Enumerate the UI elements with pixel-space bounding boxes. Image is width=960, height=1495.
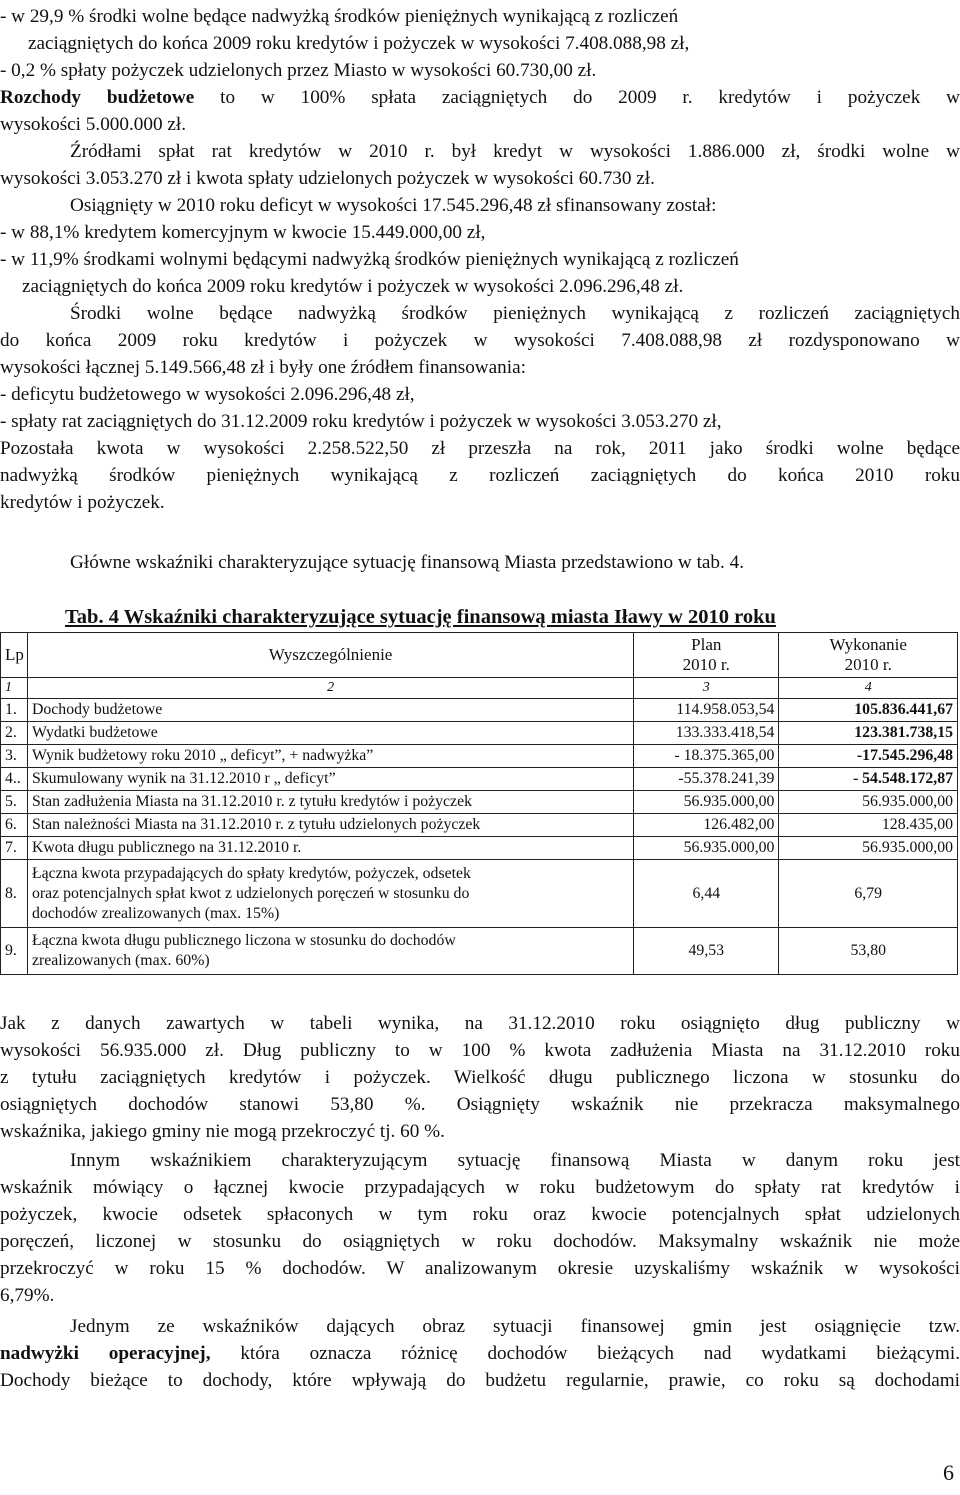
row-lp: 7. <box>1 837 28 860</box>
table-row <box>1 814 958 837</box>
table-row <box>1 722 958 745</box>
row-lp: 5. <box>1 791 28 814</box>
text-line: wysokości 3.053.270 zł i kwota spłaty udzielonych pożyczek w wysokości 60.730 zł. <box>0 168 655 189</box>
row-wykonanie: 56.935.000,00 <box>779 837 958 860</box>
row-plan: 49,53 <box>634 928 779 975</box>
rozchody-line <box>0 85 960 111</box>
text-line: - 0,2 % spłaty pożyczek udzielonych przez Miasto w wysokości 60.730,00 zł. <box>0 60 597 81</box>
row-wykonanie: 6,79 <box>779 860 958 928</box>
header-plan <box>634 633 779 678</box>
text-line: - w 88,1% kredytem komercyjnym w kwocie 15.449.000,00 zł, <box>0 222 486 243</box>
text-line: nadwyżką środków pieniężnych wynikającą z rozliczeń zaciągniętych do końca 2010 roku <box>0 465 960 486</box>
row-wykonanie: 128.435,00 <box>779 814 958 837</box>
text-line: Pozostała kwota w wysokości 2.258.522,50 zł przeszła na rok, 2011 jako środki wolne będące <box>0 438 960 459</box>
row-name-line: dochodów zrealizowanych (max. 15%) <box>31 904 280 922</box>
row-wykonanie: - 54.548.172,87 <box>779 768 958 791</box>
header-name: Wyszczególnienie <box>27 633 633 678</box>
text-line: Środki wolne będące nadwyżką środków pieniężnych wynikającą z rozliczeń zaciągniętych <box>70 303 960 324</box>
text-line: przekroczyć w roku 15 % dochodów. W analizowanym okresie uzyskaliśmy wskaźnik w wysokości <box>0 1258 960 1279</box>
row-plan: 114.958.053,54 <box>634 699 779 722</box>
table-row <box>1 791 958 814</box>
table-header-row <box>1 633 958 678</box>
nadwyzka-term: nadwyżki operacyjnej, <box>0 1343 211 1364</box>
text-line: pożyczek, kwocie odsetek spłaconych w tym roku oraz kwocie potencjalnych spłat udzielonych <box>0 1204 960 1225</box>
text-line: Jednym ze wskaźników dających obraz sytuacji finansowej gmin jest osiągnięcie tzw. <box>70 1316 960 1337</box>
header-plan-line1: Plan <box>691 635 722 654</box>
text-line: zaciągniętych do końca 2009 roku kredytów i pożyczek w wysokości 7.408.088,98 zł, <box>28 33 690 54</box>
row-wykonanie: -17.545.296,48 <box>779 745 958 768</box>
table-intro: Główne wskaźniki charakteryzujące sytuację finansową Miasta przedstawiono w tab. 4. <box>70 552 744 573</box>
text-line: Jak z danych zawartych w tabeli wynika, na 31.12.2010 roku osiągnięto dług publiczny w <box>0 1013 960 1034</box>
text-line: wysokości 56.935.000 zł. Dług publiczny to w 100 % kwota zadłużenia Miasta na 31.12.2010 roku <box>0 1040 960 1061</box>
text-line: Osiągnięty w 2010 roku deficyt w wysokości 17.545.296,48 zł sfinansowany został: <box>70 195 717 216</box>
header-wyk-line2: 2010 r. <box>844 655 892 674</box>
text-line: - deficytu budżetowego w wysokości 2.096.296,48 zł, <box>0 384 415 405</box>
row-name-line: Łączna kwota długu publicznego liczona w stosunku do dochodów <box>31 932 456 949</box>
text-line <box>0 1341 960 1367</box>
text-line: wskaźnika, jakiego gminy nie mogą przekroczyć tj. 60 %. <box>0 1121 445 1142</box>
table-row <box>1 699 958 722</box>
text-span: która oznacza różnicę dochodów bieżących nad wydatkami bieżącymi. <box>240 1343 960 1364</box>
table-colnum-row <box>1 678 958 699</box>
text-line: 6,79%. <box>0 1285 55 1306</box>
text-line: poręczeń, liczonej w stosunku do osiągniętych w roku dochodów. Maksymalny wskaźnik nie może <box>0 1231 960 1252</box>
colnum-cell: 2 <box>27 678 633 699</box>
text-line: - w 29,9 % środki wolne będące nadwyżką środków pieniężnych wynikającą z rozliczeń <box>0 6 679 27</box>
header-lp: Lp <box>1 633 28 678</box>
row-lp: 8. <box>1 860 28 928</box>
row-lp: 4.. <box>1 768 28 791</box>
text-line: wysokości 5.000.000 zł. <box>0 114 187 135</box>
text-line: osiągniętych dochodów stanowi 53,80 %. Osiągnięty wskaźnik nie przekracza maksymalnego <box>0 1094 960 1115</box>
row-name <box>27 860 633 928</box>
text-line: z tytułu zaciągniętych kredytów i pożyczek. Wielkość długu publicznego liczona w stosunku do <box>0 1067 960 1088</box>
row-plan: 126.482,00 <box>634 814 779 837</box>
row-name: Stan należności Miasta na 31.12.2010 r. z tytułu udzielonych pożyczek <box>27 814 633 837</box>
row-plan: 133.333.418,54 <box>634 722 779 745</box>
row-lp: 1. <box>1 699 28 722</box>
row-wykonanie: 105.836.441,67 <box>779 699 958 722</box>
row-name-line: zrealizowanych (max. 60%) <box>31 952 210 969</box>
row-wykonanie: 53,80 <box>779 928 958 975</box>
text-line: wskaźnik mówiący o łącznej kwocie przypadających w roku budżetowym do spłaty rat kredytów i <box>0 1177 960 1198</box>
header-wykonanie <box>779 633 958 678</box>
table-row <box>1 860 958 928</box>
row-plan: - 18.375.365,00 <box>634 745 779 768</box>
row-name <box>27 928 633 975</box>
row-name: Kwota długu publicznego na 31.12.2010 r. <box>27 837 633 860</box>
row-lp: 9. <box>1 928 28 975</box>
row-lp: 6. <box>1 814 28 837</box>
row-name: Wydatki budżetowe <box>27 722 633 745</box>
row-lp: 3. <box>1 745 28 768</box>
row-plan: 6,44 <box>634 860 779 928</box>
row-name: Dochody budżetowe <box>27 699 633 722</box>
row-name: Wynik budżetowy roku 2010 „ deficyt”, + nadwyżka” <box>27 745 633 768</box>
table-row <box>1 928 958 975</box>
text-line: Dochody bieżące to dochody, które wpływają do budżetu regularnie, prawie, co roku są dochodami <box>0 1370 960 1391</box>
colnum-cell: 1 <box>1 678 28 699</box>
text-line: Źródłami spłat rat kredytów w 2010 r. był kredyt w wysokości 1.886.000 zł, środki wolne w <box>70 141 960 162</box>
text-line: kredytów i pożyczek. <box>0 492 165 513</box>
table-row <box>1 837 958 860</box>
colnum-cell: 4 <box>779 678 958 699</box>
row-wykonanie: 56.935.000,00 <box>779 791 958 814</box>
text-line: zaciągniętych do końca 2009 roku kredytów i pożyczek w wysokości 2.096.296,48 zł. <box>22 276 684 297</box>
table-title: Tab. 4 Wskaźniki charakteryzujące sytuację finansową miasta Iławy w 2010 roku <box>65 606 776 628</box>
page-number: 6 <box>943 1460 954 1485</box>
row-name: Stan zadłużenia Miasta na 31.12.2010 r. z tytułu kredytów i pożyczek <box>27 791 633 814</box>
text-line: do końca 2009 roku kredytów i pożyczek w wysokości 7.408.088,98 zł rozdysponowano w <box>0 330 960 351</box>
header-plan-line2: 2010 r. <box>682 655 730 674</box>
table-row <box>1 768 958 791</box>
text-line: - w 11,9% środkami wolnymi będącymi nadwyżką środków pieniężnych wynikającą z rozliczeń <box>0 249 739 270</box>
text-line: Innym wskaźnikiem charakteryzującym sytuację finansową Miasta w danym roku jest <box>70 1150 960 1171</box>
row-plan: -55.378.241,39 <box>634 768 779 791</box>
row-plan: 56.935.000,00 <box>634 837 779 860</box>
row-lp: 2. <box>1 722 28 745</box>
indicators-table <box>0 632 958 975</box>
text-line: - spłaty rat zaciągniętych do 31.12.2009 roku kredytów i pożyczek w wysokości 3.053.270 zł, <box>0 411 722 432</box>
colnum-cell: 3 <box>634 678 779 699</box>
row-name-line: Łączna kwota przypadających do spłaty kredytów, pożyczek, odsetek <box>31 864 471 882</box>
row-plan: 56.935.000,00 <box>634 791 779 814</box>
table-row <box>1 745 958 768</box>
row-wykonanie: 123.381.738,15 <box>779 722 958 745</box>
row-name-line: oraz potencjalnych spłat kwot z udzielonych poręczeń w stosunku do <box>31 884 470 902</box>
text-line: wysokości łącznej 5.149.566,48 zł i były one źródłem finansowania: <box>0 357 526 378</box>
row-name: Skumulowany wynik na 31.12.2010 r „ deficyt” <box>27 768 633 791</box>
rozchody-text: to w 100% spłata zaciągniętych do 2009 r. kredytów i pożyczek w <box>220 87 960 108</box>
rozchody-label: Rozchody budżetowe <box>0 87 195 108</box>
header-wyk-line1: Wykonanie <box>829 635 907 654</box>
